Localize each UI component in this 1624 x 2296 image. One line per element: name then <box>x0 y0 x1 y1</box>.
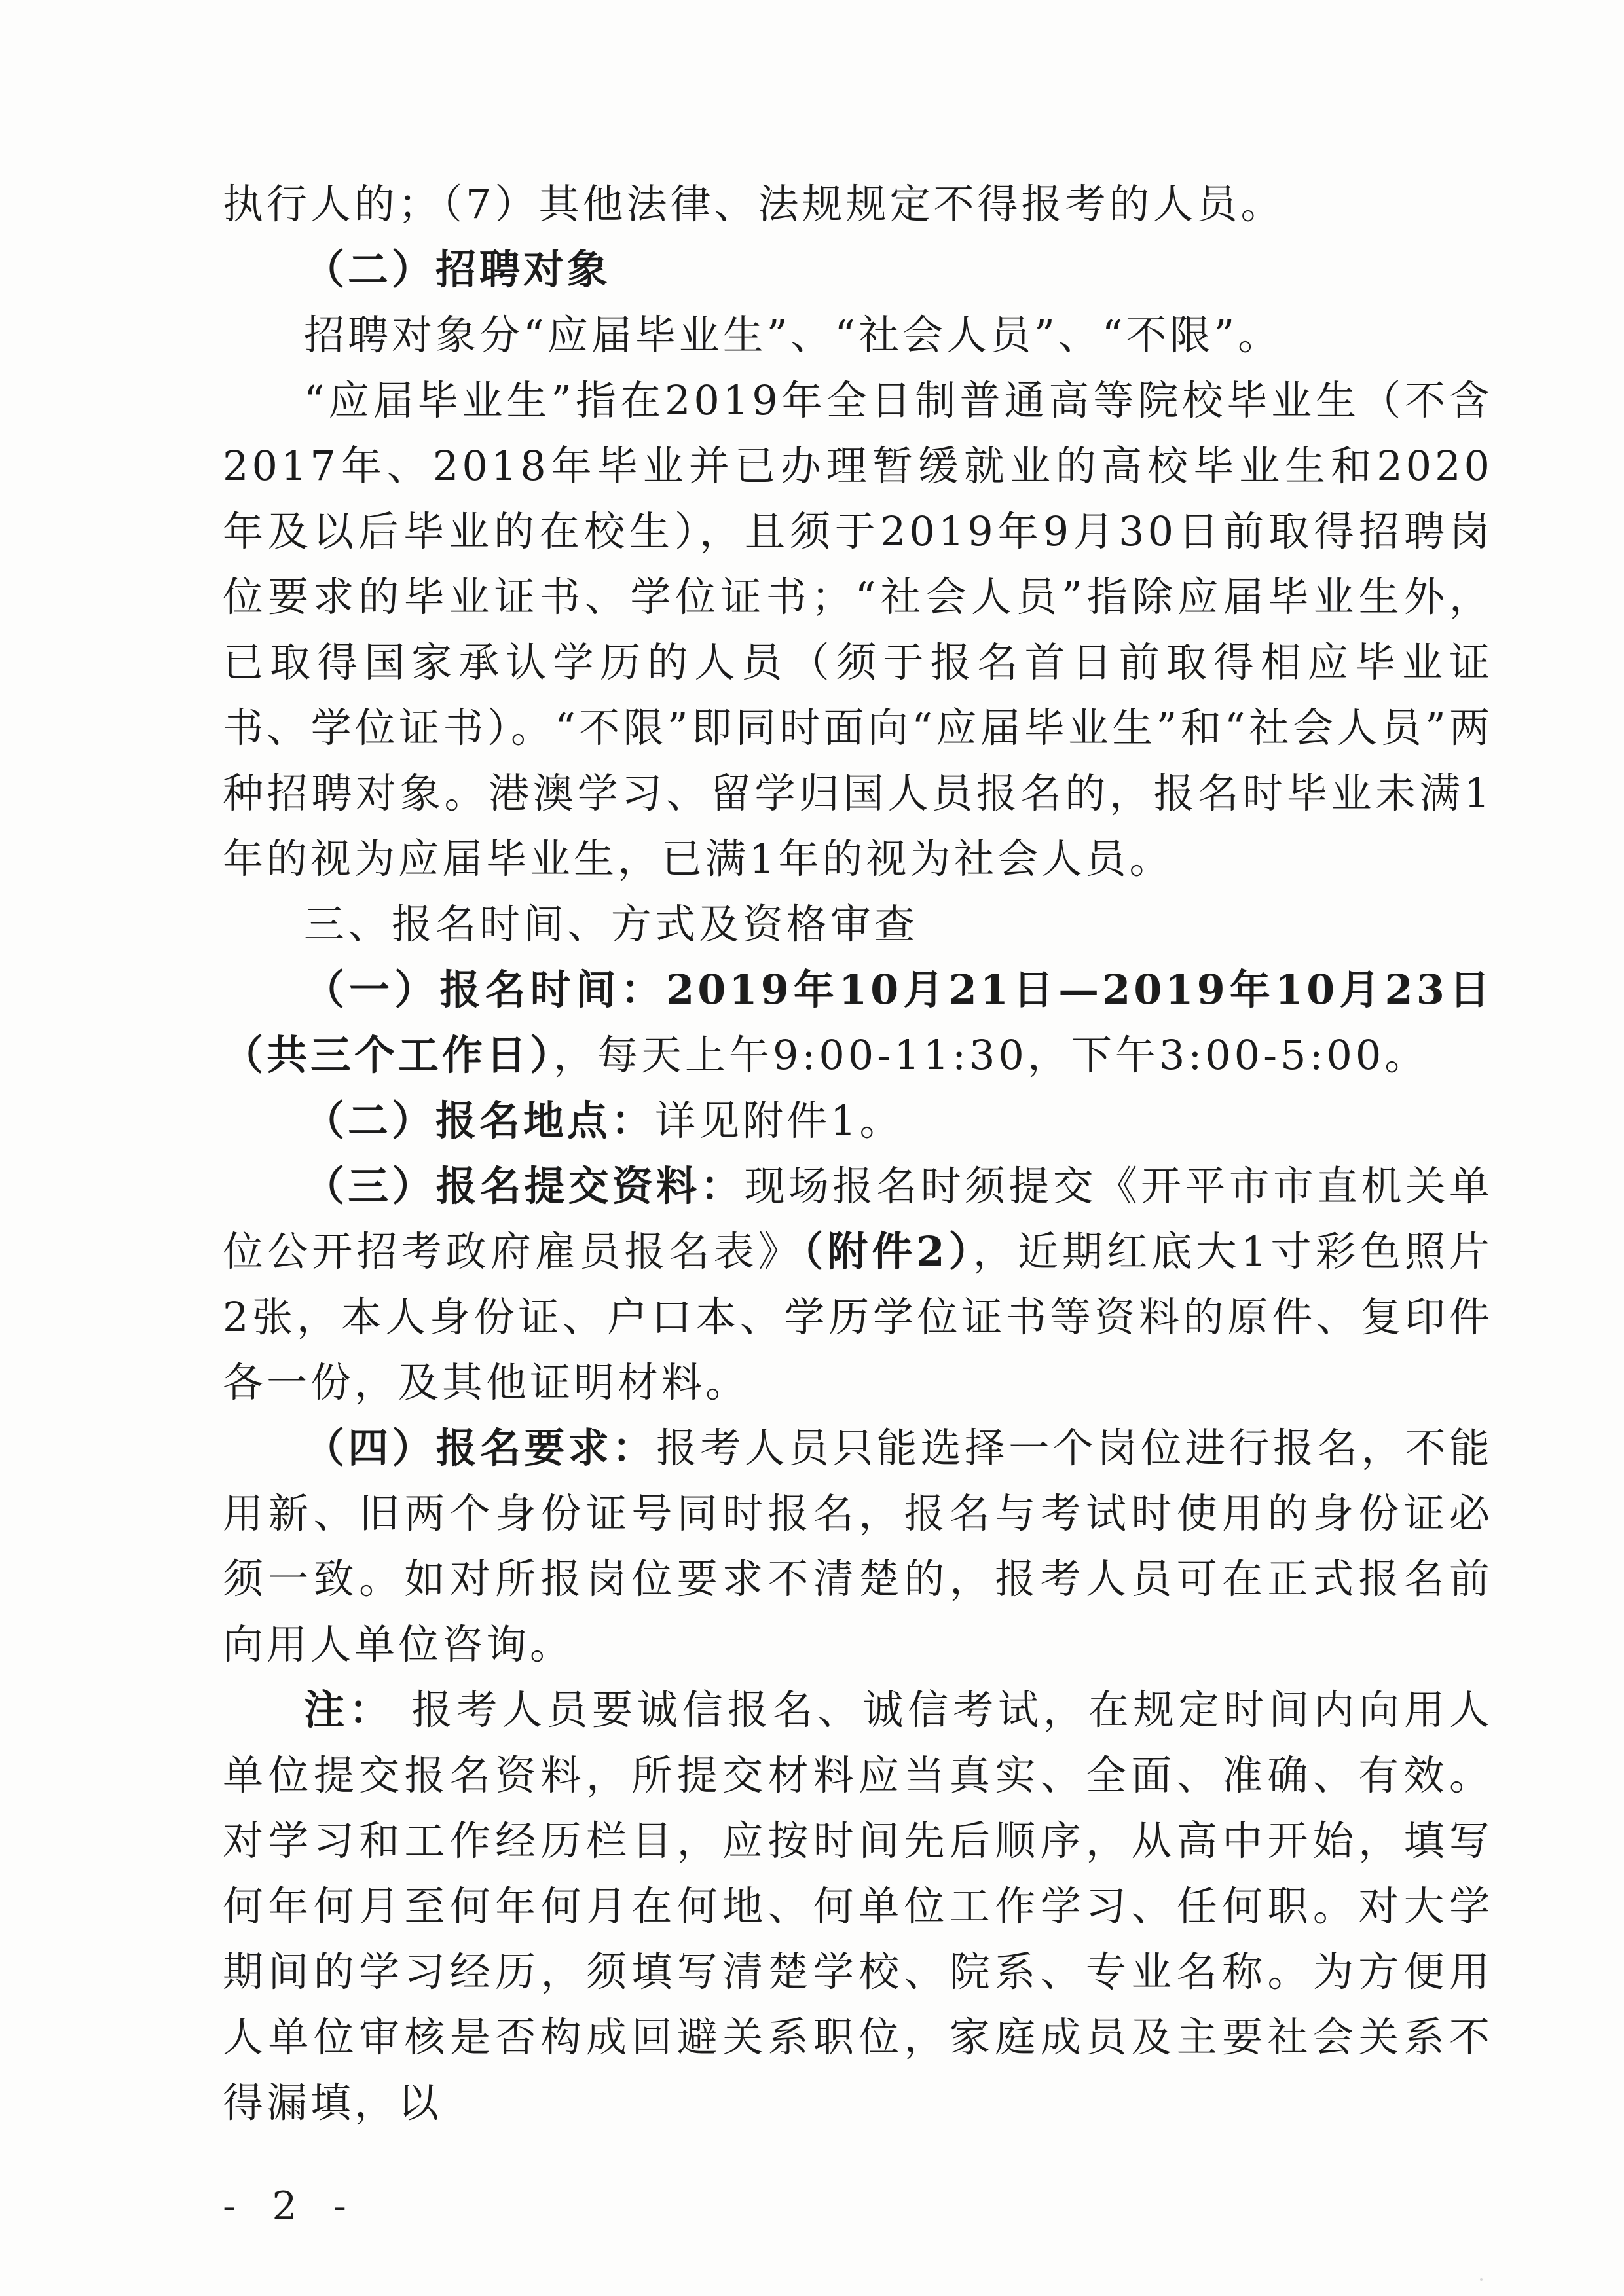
text-run: 详见附件1。 <box>655 1097 904 1144</box>
bold-text-run: 注： <box>304 1686 394 1734</box>
bold-text-run: （二）报名地点： <box>304 1097 655 1144</box>
bold-text-run: （二）招聘对象 <box>304 246 612 293</box>
paragraph-p8 <box>223 1154 1493 1415</box>
text-run: 报考人员要诚信报名、诚信考试，在规定时间内向用人单位提交报名资料，所提交材料应当真实、全面、准确、有效。对学习和工作经历栏目，应按时间先后顺序，从高中开始，填写何年何月至何年何月在何地、何单位工作学习、任何职。对大学期间的学习经历，须填写清楚学校、院系、专业名称。为方便用人单位审核是否构成回避关系职位，家庭成员及主要社会关系不得漏填，以 <box>223 1686 1493 2126</box>
document-body <box>223 172 1493 2136</box>
paragraph-p2 <box>223 237 1493 302</box>
paragraph-p4 <box>223 368 1493 892</box>
bold-text-run: （一）报名时间：2019年10月21日—2019年10月23日（共三个工作日） <box>223 966 1493 1079</box>
text-run: 三、报名时间、方式及资格审查 <box>304 900 919 948</box>
text-run: ，每天上午9:00-11:30，下午3:00-5:00。 <box>553 1031 1429 1079</box>
bold-text-run: （三）报名提交资料： <box>304 1162 745 1210</box>
text-run: 执行人的；（7）其他法律、法规规定不得报考的人员。 <box>223 180 1285 228</box>
paragraph-p5 <box>223 892 1493 957</box>
paragraph-p3 <box>223 302 1493 368</box>
bold-text-run: （附件2） <box>802 1228 973 1275</box>
text-run: 现场报名时须提交《开平市市直机关单位公开招考政府雇员报名表》 <box>223 1162 1493 1275</box>
text-run: ，近期红底大1寸彩色照片2张，本人身份证、户口本、学历学位证书等资料的原件、复印件各一份，及其他证明材料。 <box>223 1228 1493 1406</box>
text-run: 招聘对象分“应届毕业生”、“社会人员”、“不限”。 <box>304 311 1282 359</box>
paragraph-p1 <box>223 172 1493 237</box>
scan-speck <box>1480 2278 1483 2281</box>
bold-text-run: （四）报名要求： <box>304 1424 657 1472</box>
page-number: - 2 - <box>223 2183 358 2229</box>
paragraph-p9 <box>223 1415 1493 1677</box>
text-run: “应届毕业生”指在2019年全日制普通高等院校毕业生（不含2017年、2018年毕业并已办理暂缓就业的高校毕业生和2020年及以后毕业的在校生），且须于2019年9月30日前取得招聘岗位要求的毕业证书、学位证书；“社会人员”指除应届毕业生外，已取得国家承认学历的人员（须于报名首日前取得相应毕业证书、学位证书）。“不限”即同时面向“应届毕业生”和“社会人员”两种招聘对象。港澳学习、留学归国人员报名的，报名时毕业未满1年的视为应届毕业生，已满1年的视为社会人员。 <box>223 376 1493 883</box>
paragraph-p7 <box>223 1088 1493 1154</box>
paragraph-p10 <box>223 1677 1493 2136</box>
paragraph-p6 <box>223 957 1493 1088</box>
text-run: 报考人员只能选择一个岗位进行报名，不能用新、旧两个身份证号同时报名，报名与考试时使用的身份证必须一致。如对所报岗位要求不清楚的，报考人员可在正式报名前向用人单位咨询。 <box>223 1424 1493 1668</box>
